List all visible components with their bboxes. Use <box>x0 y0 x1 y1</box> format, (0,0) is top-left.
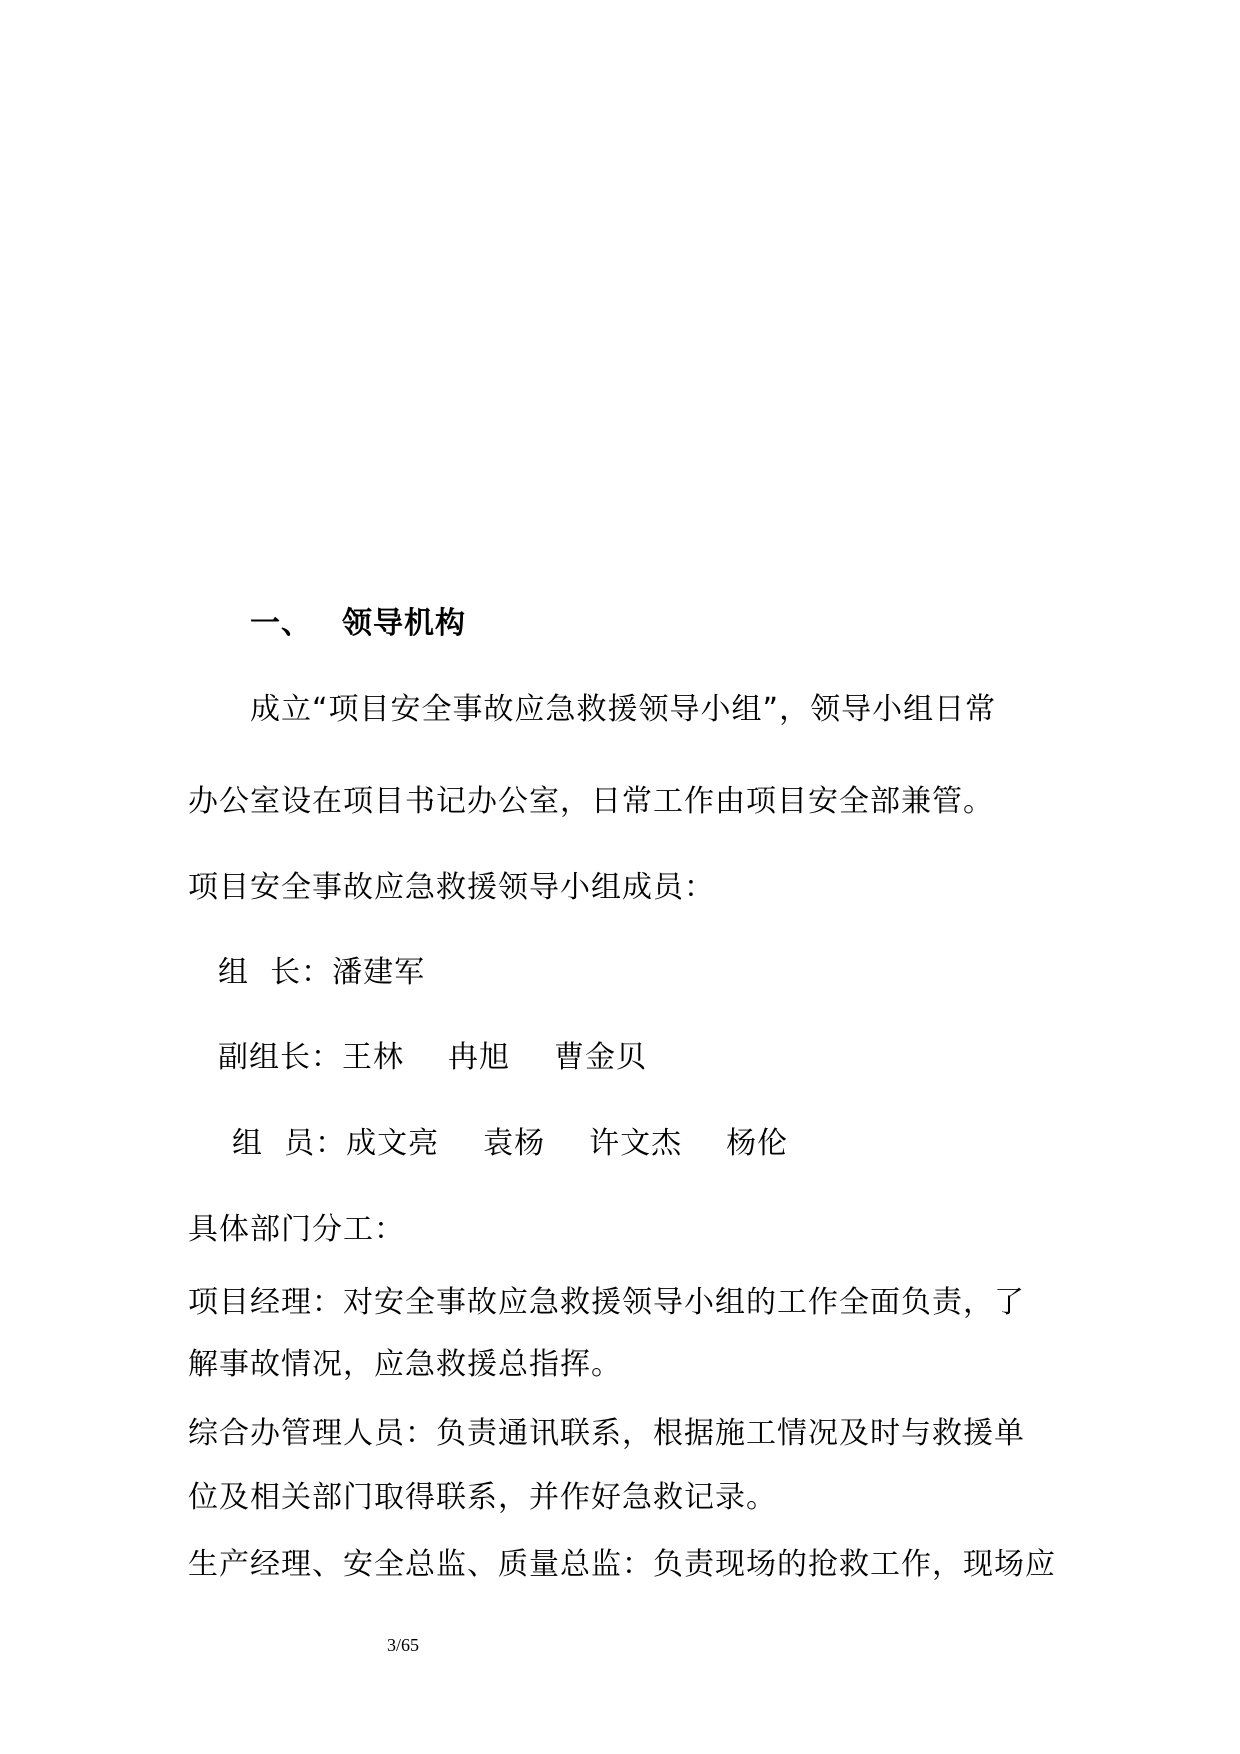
members-row <box>232 1124 788 1164</box>
intro-line-1: 成立“项目安全事故应急救援领导小组”，领导小组日常 <box>250 692 997 727</box>
duty-line: 位及相关部门取得联系，并作好急救记录。 <box>188 1480 777 1515</box>
member-name: 袁杨 <box>483 1126 546 1161</box>
duty-line: 综合办管理人员：负责通讯联系，根据施工情况及时与救援单 <box>188 1416 1025 1451</box>
member-name: 杨伦 <box>726 1126 789 1161</box>
duty-line: 生产经理、安全总监、质量总监：负责现场的抢救工作，现场应 <box>188 1547 1056 1582</box>
member-name: 成文亮 <box>346 1126 440 1161</box>
deputy-label: 副组长： <box>218 1040 342 1075</box>
deputy-name: 王林 <box>342 1040 404 1075</box>
section-number: 一、 <box>250 606 312 641</box>
leader-label: 组 长： <box>218 955 333 990</box>
division-heading: 具体部门分工： <box>188 1212 405 1247</box>
member-name: 许文杰 <box>589 1126 683 1161</box>
deputy-name: 冉旭 <box>448 1040 510 1075</box>
members-label: 组 员： <box>232 1126 347 1161</box>
page-number: 3/65 <box>386 1635 419 1655</box>
section-heading <box>250 604 466 644</box>
leader-row <box>218 953 425 993</box>
members-heading: 项目安全事故应急救援领导小组成员： <box>188 870 715 905</box>
duty-line: 项目经理：对安全事故应急救援领导小组的工作全面负责，了 <box>188 1285 1025 1320</box>
deputy-row <box>218 1038 647 1078</box>
intro-line-2: 办公室设在项目书记办公室，日常工作由项目安全部兼管。 <box>188 784 994 819</box>
duty-line: 解事故情况，应急救援总指挥。 <box>188 1347 622 1382</box>
section-title: 领导机构 <box>342 606 466 641</box>
leader-name: 潘建军 <box>332 955 426 990</box>
deputy-name: 曹金贝 <box>554 1040 647 1075</box>
